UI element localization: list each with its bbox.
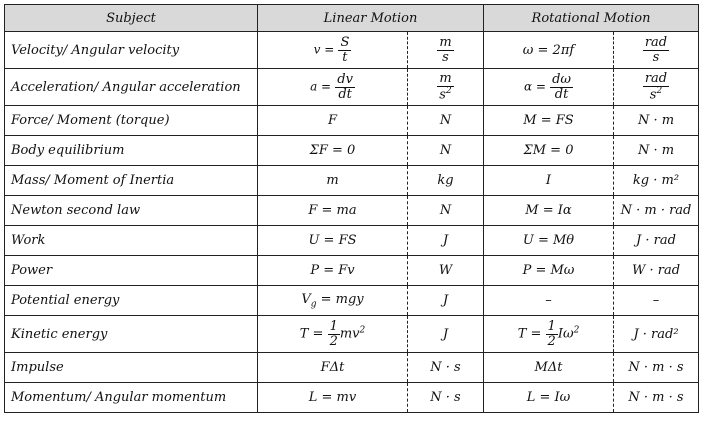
- row-subject: Impulse: [5, 353, 258, 383]
- row-subject: Body equilibrium: [5, 136, 258, 166]
- linear-unit: N: [408, 196, 484, 226]
- rotational-unit: N · m · s: [614, 383, 699, 413]
- row-subject: Momentum/ Angular momentum: [5, 383, 258, 413]
- rotational-unit: J · rad: [614, 226, 699, 256]
- header-subject: Subject: [5, 5, 258, 32]
- row-subject: Power: [5, 256, 258, 286]
- table-row: [5, 256, 699, 286]
- table-row: [5, 316, 699, 353]
- rotational-formula: U = Mθ: [484, 226, 614, 256]
- rotational-unit: W · rad: [614, 256, 699, 286]
- row-subject: Velocity/ Angular velocity: [5, 32, 258, 69]
- linear-unit: kg: [408, 166, 484, 196]
- physics-comparison-table: [4, 4, 699, 413]
- linear-formula: L = mv: [258, 383, 408, 413]
- table-row: [5, 286, 699, 316]
- table-row: [5, 226, 699, 256]
- row-subject: Potential energy: [5, 286, 258, 316]
- linear-unit: J: [408, 286, 484, 316]
- row-subject: Work: [5, 226, 258, 256]
- row-subject: Acceleration/ Angular acceleration: [5, 69, 258, 106]
- table-row: [5, 196, 699, 226]
- linear-unit: N · s: [408, 383, 484, 413]
- row-subject: Newton second law: [5, 196, 258, 226]
- rotational-formula: P = Mω: [484, 256, 614, 286]
- rotational-unit: N · m: [614, 106, 699, 136]
- rotational-formula: M = FS: [484, 106, 614, 136]
- linear-unit: $\frac{m}{s}$: [408, 32, 484, 69]
- row-subject: Force/ Moment (torque): [5, 106, 258, 136]
- table-row: [5, 69, 699, 106]
- linear-formula: P = Fv: [258, 256, 408, 286]
- linear-formula: $V_g$ = mgy: [258, 286, 408, 316]
- row-subject: Mass/ Moment of Inertia: [5, 166, 258, 196]
- table-row: [5, 106, 699, 136]
- linear-formula: v = $\frac{S}{t}$: [258, 32, 408, 69]
- header-rotational-motion: Rotational Motion: [484, 5, 699, 32]
- linear-unit: N: [408, 136, 484, 166]
- table-row: [5, 353, 699, 383]
- rotational-formula: α = $\frac{d\omega}{dt}$: [484, 69, 614, 106]
- rotational-unit: N · m: [614, 136, 699, 166]
- linear-formula: F = ma: [258, 196, 408, 226]
- rotational-unit: $\frac{\text{rad}}{s}$: [614, 32, 699, 69]
- linear-formula: F: [258, 106, 408, 136]
- row-subject: Kinetic energy: [5, 316, 258, 353]
- rotational-unit: N · m · rad: [614, 196, 699, 226]
- rotational-formula: MΔt: [484, 353, 614, 383]
- linear-unit: J: [408, 316, 484, 353]
- rotational-formula: L = Iω: [484, 383, 614, 413]
- rotational-unit: –: [614, 286, 699, 316]
- rotational-unit: $\frac{\text{rad}}{s^2}$: [614, 69, 699, 106]
- table-row: [5, 136, 699, 166]
- linear-unit: W: [408, 256, 484, 286]
- rotational-unit: N · m · s: [614, 353, 699, 383]
- rotational-unit: J · rad²: [614, 316, 699, 353]
- linear-formula: ΣF = 0: [258, 136, 408, 166]
- table-row: [5, 32, 699, 69]
- table-row: [5, 383, 699, 413]
- linear-unit: J: [408, 226, 484, 256]
- rotational-formula: I: [484, 166, 614, 196]
- rotational-unit: kg · m²: [614, 166, 699, 196]
- linear-unit: $\frac{m}{s^2}$: [408, 69, 484, 106]
- header-row: [5, 5, 699, 32]
- linear-formula: FΔt: [258, 353, 408, 383]
- rotational-formula: ΣM = 0: [484, 136, 614, 166]
- rotational-formula: M = Iα: [484, 196, 614, 226]
- table-row: [5, 166, 699, 196]
- linear-formula: a = $\frac{dv}{dt}$: [258, 69, 408, 106]
- linear-formula: m: [258, 166, 408, 196]
- header-linear-motion: Linear Motion: [258, 5, 484, 32]
- rotational-formula: –: [484, 286, 614, 316]
- rotational-formula: ω = 2πf: [484, 32, 614, 69]
- linear-unit: N: [408, 106, 484, 136]
- linear-formula: T = $\frac{1}{2}$ $mv^2$: [258, 316, 408, 353]
- rotational-formula: T = $\frac{1}{2}$ $I\omega^2$: [484, 316, 614, 353]
- linear-unit: N · s: [408, 353, 484, 383]
- linear-formula: U = FS: [258, 226, 408, 256]
